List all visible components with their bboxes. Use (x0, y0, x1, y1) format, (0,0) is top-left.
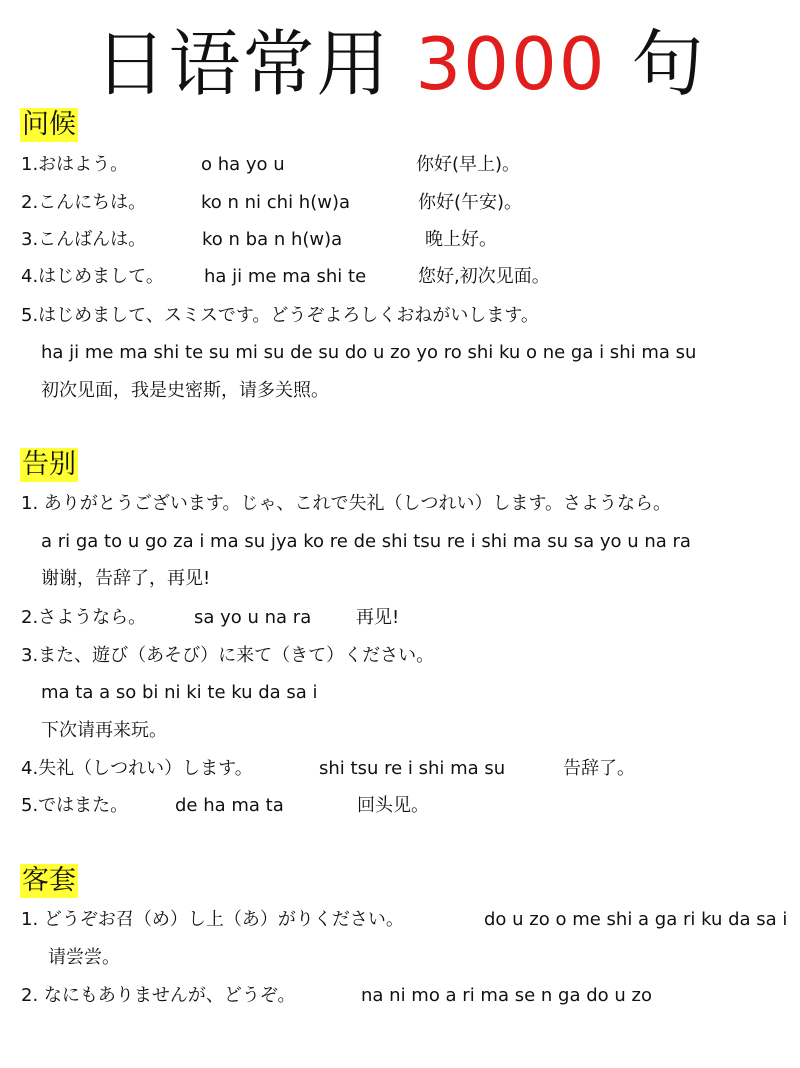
line-romaji: ma ta a so bi ni ki te ku da sa i (41, 682, 318, 703)
line-translation: 再见! (356, 607, 400, 628)
title-suffix: 句 (631, 22, 706, 106)
line-romaji: a ri ga to u go za i ma su jya ko re de shi tsu re i shi ma su sa yo u na ra (41, 531, 691, 552)
line-translation: 谢谢，告辞了，再见! (41, 568, 211, 589)
line-translation: 你好(午安)。 (418, 192, 523, 213)
line-text: 5.はじめまして、スミスです。どうぞよろしくおねがいします。 (21, 305, 539, 326)
line-romaji: de ha ma ta (175, 795, 284, 816)
line-text: 2.さようなら。 (21, 607, 147, 628)
line-translation: 回头见。 (357, 795, 429, 816)
line-translation: 您好,初次见面。 (418, 266, 550, 287)
line-romaji: ha ji me ma shi te (204, 266, 367, 287)
line-translation: 晚上好。 (425, 229, 497, 250)
section-heading-greetings: 问候 (22, 109, 76, 140)
line-text: 3.また、遊び（あそび）に来て（きて）ください。 (21, 645, 435, 666)
line-text: 3.こんばんは。 (21, 229, 147, 250)
line-romaji: shi tsu re i shi ma su (319, 758, 506, 779)
line-translation: 初次见面，我是史密斯，请多关照。 (41, 380, 329, 401)
line-text: 2. なにもありませんが、どうぞ。 (21, 985, 296, 1006)
line-text: 2.こんにちは。 (21, 192, 147, 213)
title-prefix: 日语常用 (94, 22, 391, 106)
line-translation: 你好(早上)。 (416, 154, 521, 175)
page-title (0, 22, 800, 106)
line-translation: 下次请再来玩。 (41, 720, 167, 741)
line-romaji: sa yo u na ra (194, 607, 312, 628)
line-translation: 请尝尝。 (48, 947, 120, 968)
line-romaji: ko n ba n h(w)a (202, 229, 343, 250)
line-text: 4.はじめまして。 (21, 266, 164, 287)
title-number: 3000 (415, 22, 607, 106)
line-romaji: ko n ni chi h(w)a (201, 192, 351, 213)
line-romaji: o ha yo u (201, 154, 285, 175)
section-heading-courtesies: 客套 (22, 865, 76, 896)
line-text: 1.おはよう。 (21, 154, 129, 175)
line-romaji: do u zo o me shi a ga ri ku da sa i (484, 909, 788, 930)
line-text: 4.失礼（しつれい）します。 (21, 758, 253, 779)
line-translation: 告辞了。 (563, 758, 635, 779)
line-text: 5.ではまた。 (21, 795, 129, 816)
line-romaji: ha ji me ma shi te su mi su de su do u zo yo ro shi ku o ne ga i shi ma su (41, 342, 697, 363)
line-romaji: na ni mo a ri ma se n ga do u zo (361, 985, 652, 1006)
line-text: 1. どうぞお召（め）し上（あ）がりください。 (21, 909, 404, 930)
section-heading-farewells: 告别 (22, 449, 76, 480)
line-text: 1. ありがとうございます。じゃ、これで失礼（しつれい）します。さようなら。 (21, 493, 672, 514)
